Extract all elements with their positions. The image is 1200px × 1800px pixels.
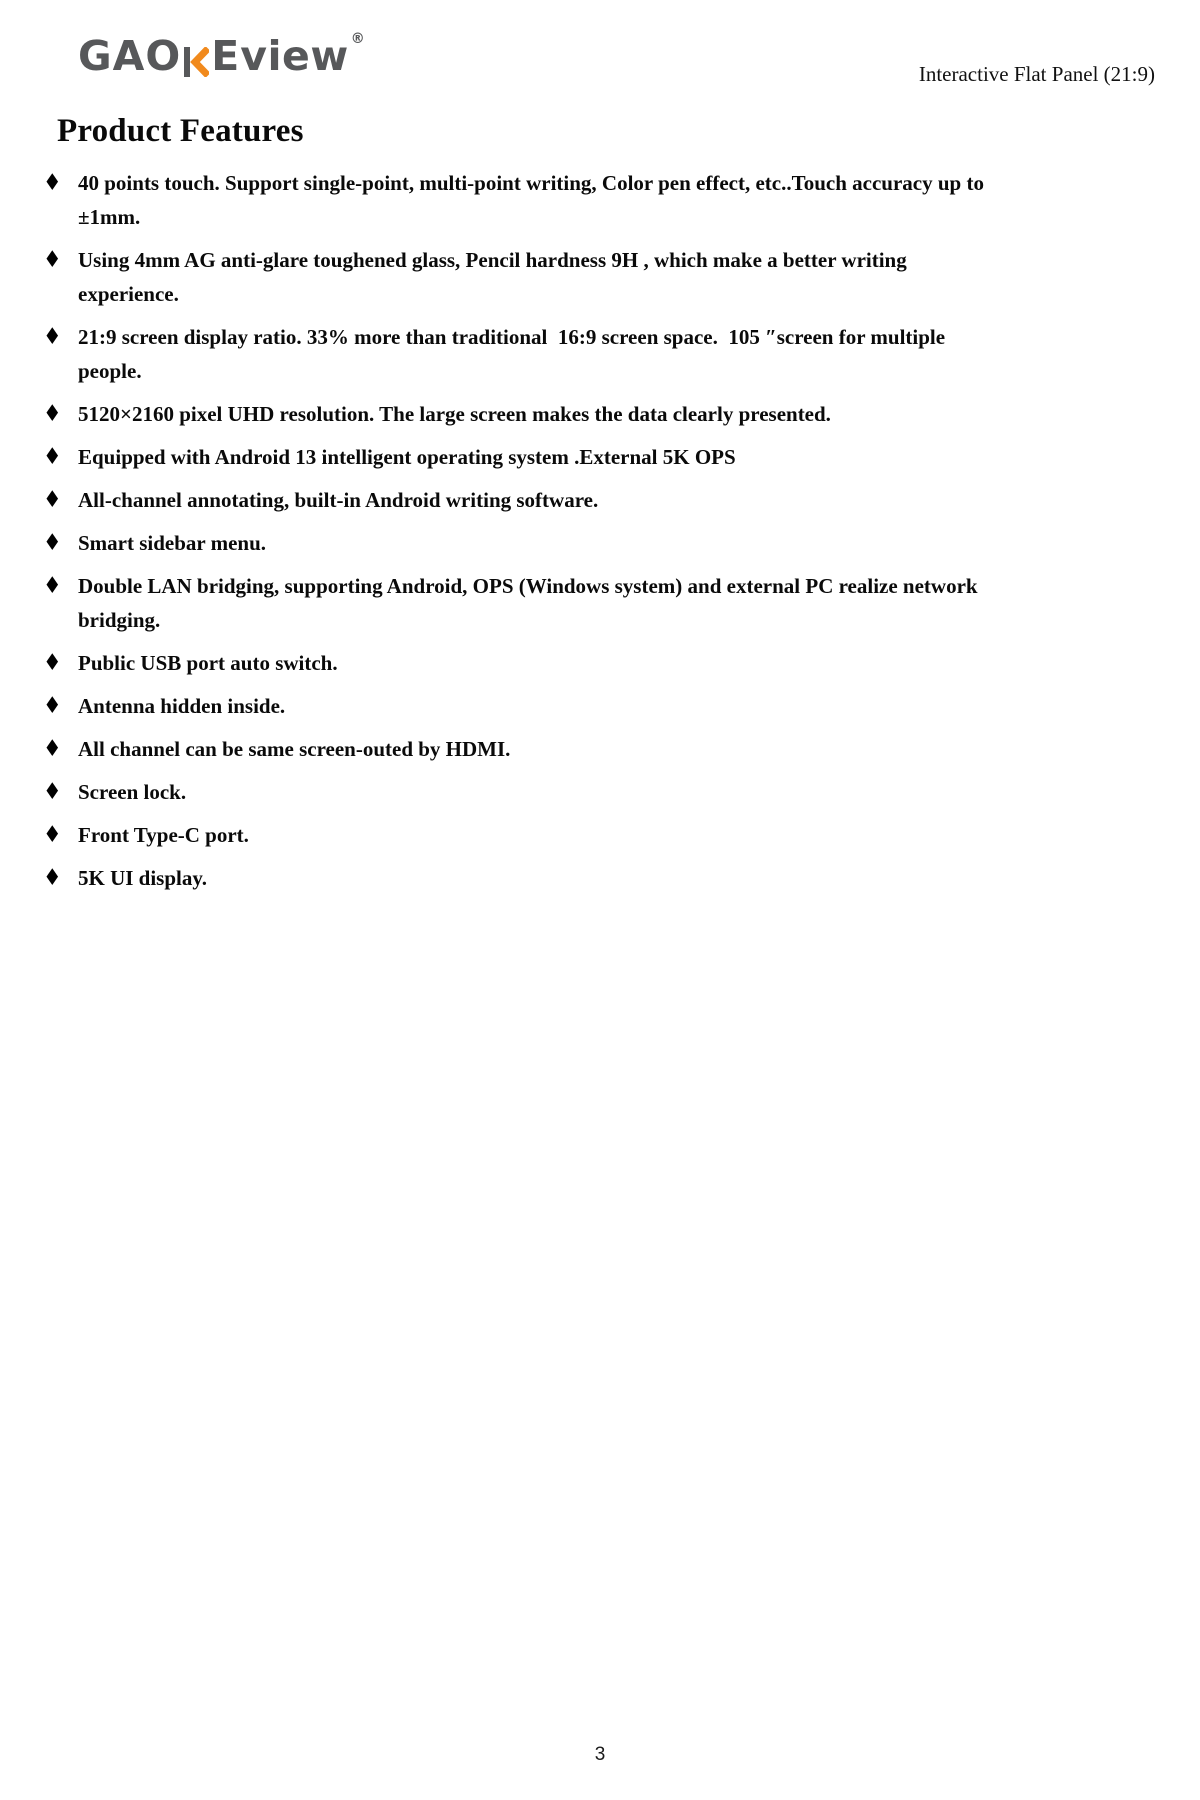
- feature-item: [40, 166, 992, 234]
- diamond-bullet-icon: ♦: [43, 650, 62, 676]
- feature-text: Using 4mm AG anti-glare toughened glass, Pencil hardness 9H , which make a better writing experience.: [78, 248, 912, 306]
- feature-item: [40, 775, 992, 809]
- feature-item: [40, 646, 992, 680]
- feature-item: [40, 440, 992, 474]
- document-type-label: Interactive Flat Panel (21:9): [918, 62, 1155, 86]
- feature-item: [40, 689, 992, 723]
- logo-k-icon: [184, 47, 209, 77]
- logo-text-e: E: [211, 32, 241, 80]
- diamond-bullet-icon: ♦: [43, 247, 62, 273]
- diamond-bullet-icon: ♦: [43, 693, 62, 719]
- feature-text: 40 points touch. Support single-point, multi-point writing, Color pen effect, etc..Touch accuracy up to ±1mm.: [78, 171, 990, 229]
- feature-item: [40, 818, 992, 852]
- page-number: 3: [594, 1744, 606, 1765]
- feature-text: Smart sidebar menu.: [78, 531, 267, 555]
- feature-text: All-channel annotating, built-in Android writing software.: [78, 488, 599, 512]
- feature-item: [40, 483, 992, 517]
- diamond-bullet-icon: ♦: [43, 401, 62, 427]
- feature-text: Antenna hidden inside.: [78, 694, 286, 718]
- feature-item: [40, 732, 992, 766]
- feature-item: [40, 569, 992, 637]
- feature-text: 5120×2160 pixel UHD resolution. The large screen makes the data clearly presented.: [78, 402, 831, 426]
- diamond-bullet-icon: ♦: [43, 530, 62, 556]
- diamond-bullet-icon: ♦: [43, 444, 62, 470]
- feature-text: Front Type-C port.: [78, 823, 249, 847]
- feature-item: [40, 320, 992, 388]
- logo-text-view: view: [240, 32, 349, 80]
- logo-text-prefix: GAO: [78, 32, 182, 80]
- feature-text: All channel can be same screen-outed by HDMI.: [78, 737, 511, 761]
- diamond-bullet-icon: ♦: [43, 865, 62, 891]
- registered-trademark-icon: ®: [350, 31, 365, 47]
- diamond-bullet-icon: ♦: [43, 170, 62, 196]
- feature-text: Equipped with Android 13 intelligent operating system .External 5K OPS: [78, 445, 736, 469]
- diamond-bullet-icon: ♦: [43, 324, 62, 350]
- gaokeview-logo: [78, 31, 365, 80]
- feature-text: Double LAN bridging, supporting Android, OPS (Windows system) and external PC realize network bridging.: [78, 574, 983, 632]
- feature-item: [40, 397, 992, 431]
- page-header: [0, 0, 1200, 87]
- feature-text: 21:9 screen display ratio. 33% more than traditional 16:9 screen space. 105 ″screen for multiple people.: [78, 325, 951, 383]
- feature-text: Public USB port auto switch.: [78, 651, 338, 675]
- diamond-bullet-icon: ♦: [43, 822, 62, 848]
- feature-item: [40, 861, 992, 895]
- feature-text: 5K UI display.: [78, 866, 207, 890]
- diamond-bullet-icon: ♦: [43, 573, 62, 599]
- feature-list: [40, 166, 992, 895]
- diamond-bullet-icon: ♦: [43, 487, 62, 513]
- feature-item: [40, 526, 992, 560]
- feature-item: [40, 243, 992, 311]
- diamond-bullet-icon: ♦: [43, 736, 62, 762]
- feature-text: Screen lock.: [78, 780, 187, 804]
- diamond-bullet-icon: ♦: [43, 779, 62, 805]
- page-title: Product Features: [57, 113, 304, 149]
